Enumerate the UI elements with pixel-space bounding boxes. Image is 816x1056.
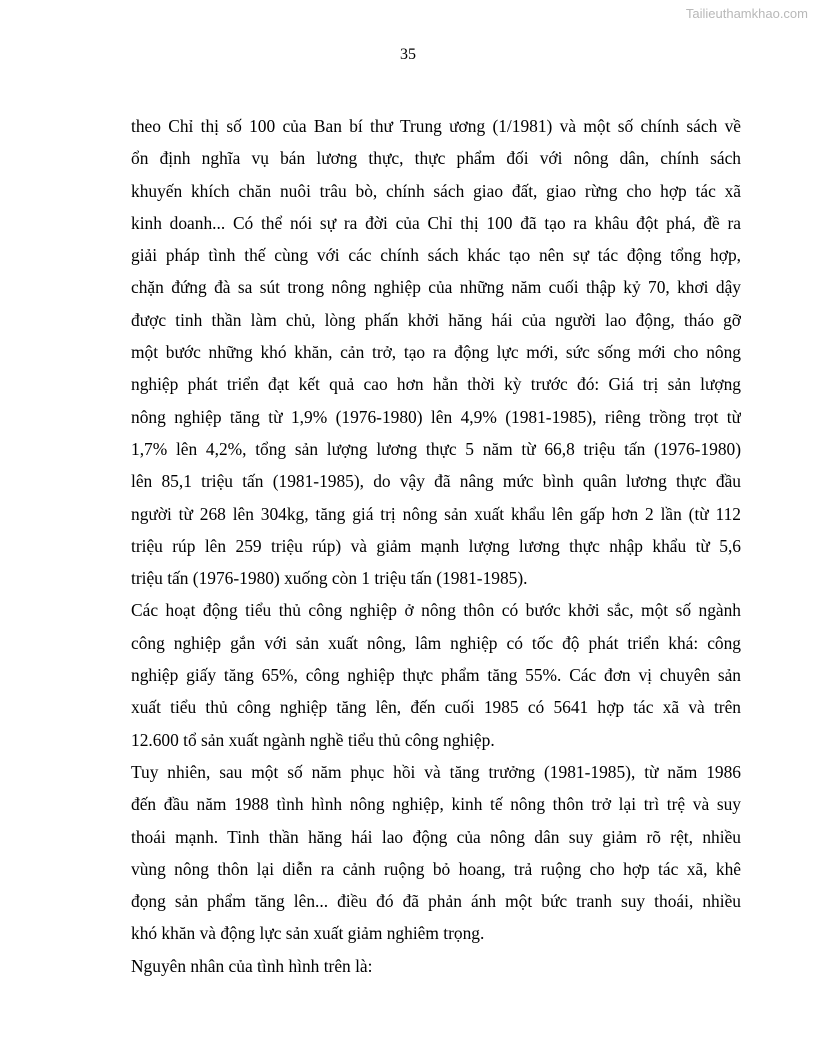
body-line: giải pháp tình thế cùng với các chính sách khác tạo nên sự tác động tổng hợp, [131,245,741,266]
page-number: 35 [400,46,416,63]
body-line: khuyến khích chăn nuôi trâu bò, chính sách giao đất, giao rừng cho hợp tác xã [131,180,741,201]
body-line: được tinh thần làm chủ, lòng phấn khởi hăng hái của người lao động, tháo gỡ [131,309,741,330]
body-line: xuất tiểu thủ công nghiệp tăng lên, đến cuối 1985 có 5641 hợp tác xã và trên [131,697,741,718]
body-line: theo Chỉ thị số 100 của Ban bí thư Trung ương (1/1981) và một số chính sách về [131,116,741,136]
body-line: triệu tấn (1976-1980) xuống còn 1 triệu tấn (1981-1985). [131,568,528,589]
body-line: Các hoạt động tiểu thủ công nghiệp ở nông thôn có bước khởi sắc, một số ngành [131,600,741,621]
body-line: lên 85,1 triệu tấn (1981-1985), do vậy đã nâng mức bình quân lương thực đầu [131,471,741,492]
body-line: đọng sản phẩm tăng lên... điều đó đã phản ánh một bức tranh suy thoái, nhiều [131,891,741,912]
body-line: Tuy nhiên, sau một số năm phục hồi và tăng trưởng (1981-1985), từ năm 1986 [131,761,741,782]
body-line: nông nghiệp tăng từ 1,9% (1976-1980) lên 4,9% (1981-1985), riêng trồng trọt từ [131,406,741,427]
watermark: Tailieuthamkhao.com [685,6,808,21]
body-line: 1,7% lên 4,2%, tổng sản lượng lương thực 5 năm từ 66,8 triệu tấn (1976-1980) [131,438,741,459]
body-line: công nghiệp gắn với sản xuất nông, lâm nghiệp có tốc độ phát triển khá: công [131,632,741,653]
body-line: khó khăn và động lực sản xuất giảm nghiêm trọng. [131,923,485,944]
body-line: một bước những khó khăn, cản trở, tạo ra động lực mới, sức sống mới cho nông [131,342,741,363]
page-body [131,110,741,982]
body-line: nghiệp phát triển đạt kết quả cao hơn hẳn thời kỳ trước đó: Giá trị sản lượng [131,374,741,395]
body-line: người từ 268 lên 304kg, tăng giá trị nông sản xuất khẩu lên gấp hơn 2 lần (từ 112 [131,503,741,524]
body-line: Nguyên nhân của tình hình trên là: [131,955,373,976]
body-line: ổn định nghĩa vụ bán lương thực, thực phẩm đối với nông dân, chính sách [131,148,741,169]
body-line: triệu rúp lên 259 triệu rúp) và giảm mạnh lượng lương thực nhập khẩu từ 5,6 [131,535,741,556]
body-line: nghiệp giấy tăng 65%, công nghiệp thực phẩm tăng 55%. Các đơn vị chuyên sản [131,665,741,686]
body-line: kinh doanh... Có thể nói sự ra đời của Chỉ thị 100 đã tạo ra khâu đột phá, đề ra [131,212,741,233]
body-line: thoái mạnh. Tinh thần hăng hái lao động của nông dân suy giảm rõ rệt, nhiều [131,826,741,847]
body-line: đến đầu năm 1988 tình hình nông nghiệp, kinh tế nông thôn trở lại trì trệ và suy [131,794,741,815]
body-line: chặn đứng đà sa sút trong nông nghiệp của những năm cuối thập kỷ 70, khơi dậy [131,277,741,298]
body-line: 12.600 tổ sản xuất ngành nghề tiểu thủ công nghiệp. [131,729,495,750]
body-line: vùng nông thôn lại diễn ra cảnh ruộng bỏ hoang, trả ruộng cho hợp tác xã, khê [131,858,741,879]
